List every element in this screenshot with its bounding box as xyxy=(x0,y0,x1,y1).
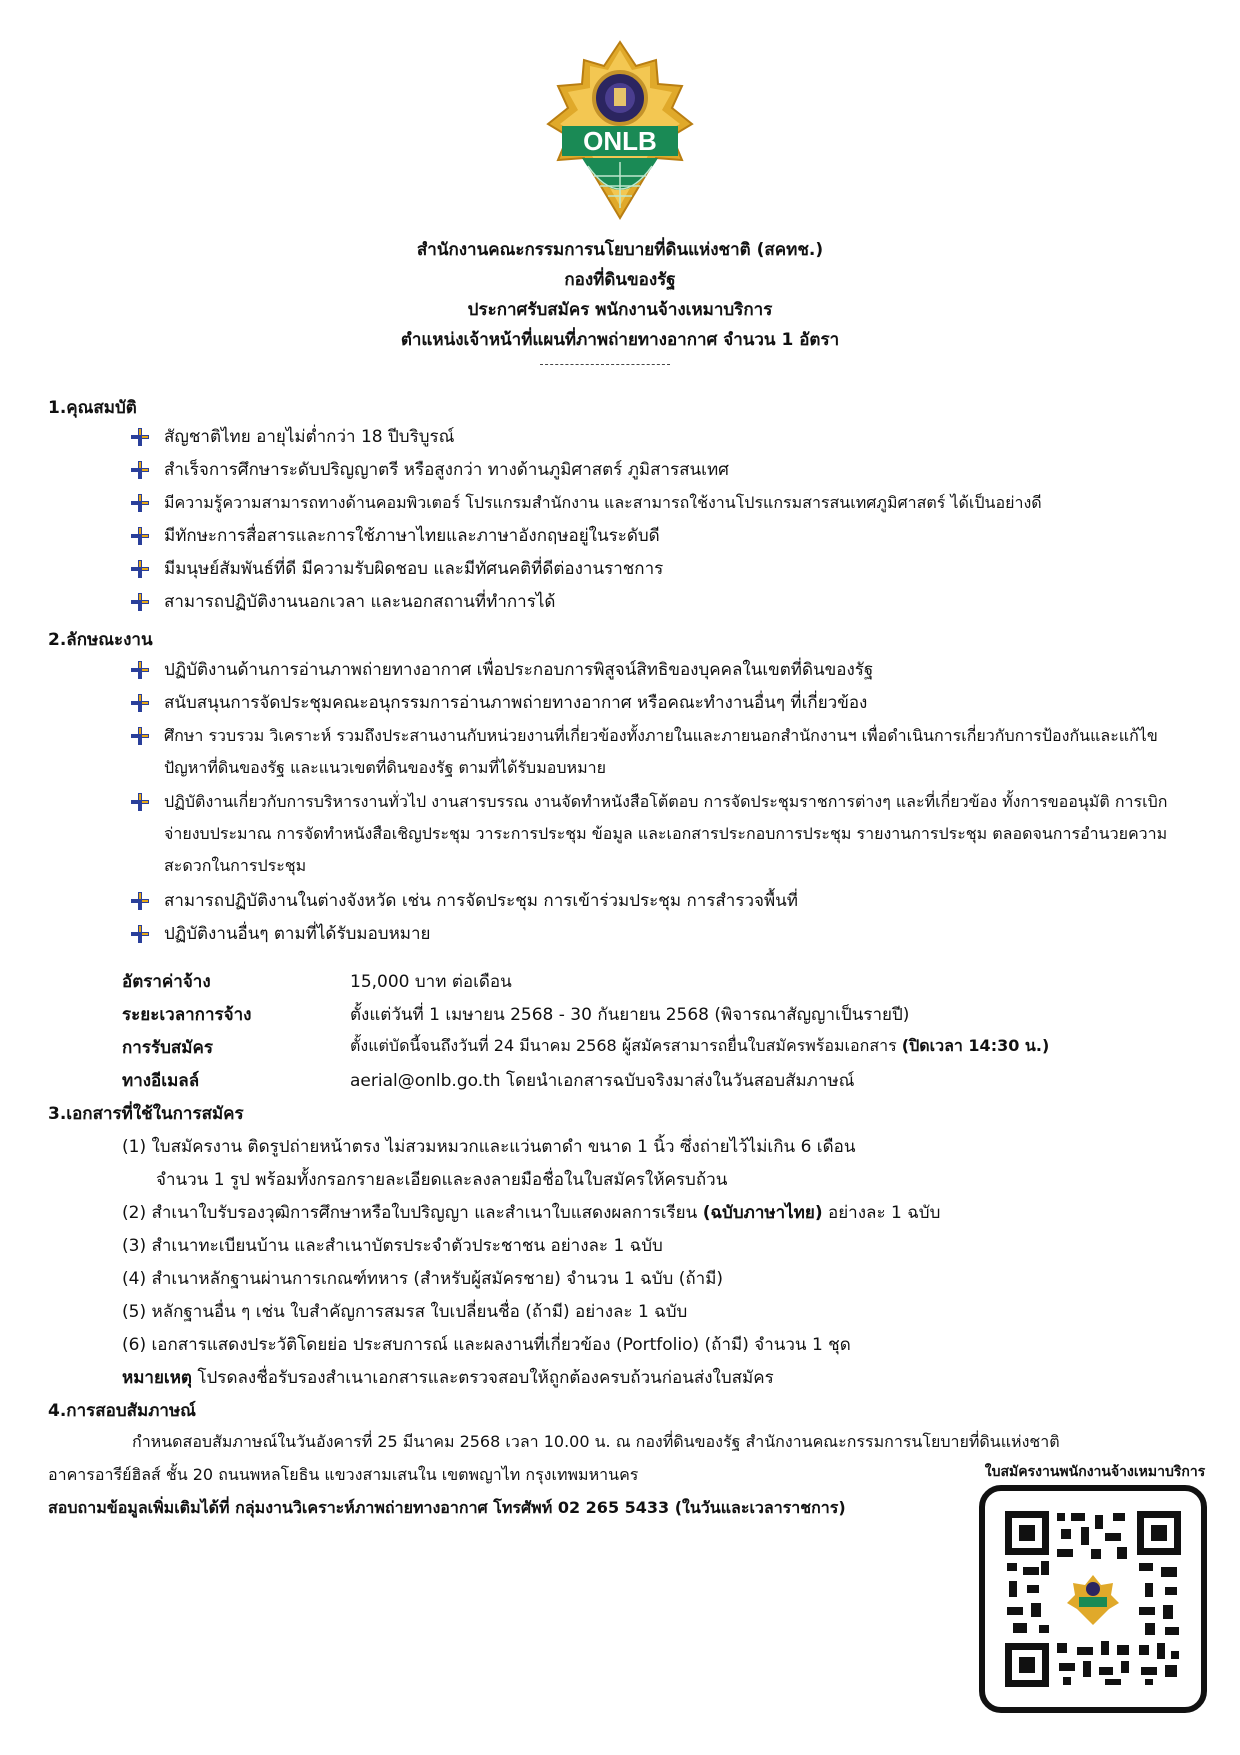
apply-label: การรับสมัคร xyxy=(122,1038,213,1058)
document-item: (3) สำเนาทะเบียนบ้าน และสำเนาบัตรประจำตัวประชาชน อย่างละ 1 ฉบับ xyxy=(122,1236,663,1256)
bullet-arrow-icon xyxy=(130,660,150,680)
note-text: โปรดลงชื่อรับรองสำเนาเอกสารและตรวจสอบให้ถูกต้องครบถ้วนก่อนส่งใบสมัคร xyxy=(191,1368,774,1388)
note-label: หมายเหตุ xyxy=(122,1368,192,1388)
section-interview-title: 4.การสอบสัมภาษณ์ xyxy=(48,1401,196,1421)
qualification-text: มีความรู้ความสามารถทางด้านคอมพิวเตอร์ โปรแกรมสำนักงาน และสามารถใช้งานโปรแกรมสารสนเทศภูมิศาสตร์ ได้เป็นอย่างดี xyxy=(164,493,1042,512)
document-text: (2) สำเนาใบรับรองวุฒิการศึกษาหรือใบปริญญา และสำเนาใบแสดงผลการเรียน xyxy=(122,1203,698,1223)
document-item: (1) ใบสมัครงาน ติดรูปถ่ายหน้าตรง ไม่สวมหมวกและแว่นตาดำ ขนาด 1 นิ้ว ซึ่งถ่ายไว้ไม่เกิน 6 เดือน xyxy=(122,1137,856,1157)
apply-deadline: (ปิดเวลา 14:30 น.) xyxy=(901,1036,1050,1055)
interview-line2: อาคารอารีย์ฮิลส์ ชั้น 20 ถนนพหลโยธิน แขวงสามเสนใน เขตพญาไท กรุงเทพมหานคร xyxy=(48,1465,639,1484)
section-documents-title: 3.เอกสารที่ใช้ในการสมัคร xyxy=(48,1104,244,1124)
interview-line1: กำหนดสอบสัมภาษณ์ในวันอังคารที่ 25 มีนาคม 2568 เวลา 10.00 น. ณ กองที่ดินของรัฐ สำนักงานคณะกรรมการนโยบายที่ดินแห่งชาติ xyxy=(132,1432,1060,1451)
document-emphasis: (ฉบับภาษาไทย) xyxy=(702,1203,823,1223)
onlb-logo xyxy=(532,40,708,222)
qualification-text: สัญชาติไทย อายุไม่ต่ำกว่า 18 ปีบริบูรณ์ xyxy=(164,427,455,447)
header-divider xyxy=(540,364,670,365)
duty-text: ศึกษา รวบรวม วิเคราะห์ รวมถึงประสานงานกับหน่วยงานที่เกี่ยวข้องทั้งภายในและภายนอกสำนักงานฯ เพื่อดำเนินการเกี่ยวกับการป้องกันและแก้ไขปัญหาที่ดินของรัฐ และแนวเขตที่ดินของรัฐ ตามที่ได้รับมอบหมาย xyxy=(164,726,1158,777)
header-office: สำนักงานคณะกรรมการนโยบายที่ดินแห่งชาติ (สคทช.) xyxy=(416,240,824,260)
email-label: ทางอีเมลล์ xyxy=(122,1071,200,1091)
duty-text: ปฏิบัติงานอื่นๆ ตามที่ได้รับมอบหมาย xyxy=(164,924,431,944)
qr-caption: ใบสมัครงานพนักงานจ้างเหมาบริการ xyxy=(984,1464,1206,1480)
bullet-arrow-icon xyxy=(130,559,150,579)
logo-text: ONLB xyxy=(583,126,657,156)
duty-text: ปฏิบัติงานเกี่ยวกับการบริหารงานทั่วไป งานสารบรรณ งานจัดทำหนังสือโต้ตอบ การจัดประชุมราชการต่างๆ และที่เกี่ยวข้อง ทั้งการขออนุมัติ การเบิกจ่ายงบประมาณ การจัดทำหนังสือเชิญประชุม วาระการประชุม ข้อมูล และเอกสารประกอบการประชุม รายงานการประชุม ตลอดจนการอำนวยความสะดวกในการประชุม xyxy=(164,792,1168,875)
duty-text: สามารถปฏิบัติงานในต่างจังหวัด เช่น การจัดประชุม การเข้าร่วมประชุม การสำรวจพื้นที่ xyxy=(164,891,799,911)
section-duties-title: 2.ลักษณะงาน xyxy=(48,630,153,650)
apply-text: ตั้งแต่บัดนี้จนถึงวันที่ 24 มีนาคม 2568 ผู้สมัครสามารถยื่นใบสมัครพร้อมเอกสาร xyxy=(350,1036,897,1055)
application-qr-code[interactable] xyxy=(979,1485,1207,1713)
bullet-arrow-icon xyxy=(130,526,150,546)
bullet-arrow-icon xyxy=(130,693,150,713)
period-label: ระยะเวลาการจ้าง xyxy=(122,1005,252,1025)
contact-info: สอบถามข้อมูลเพิ่มเติมได้ที่ กลุ่มงานวิเคราะห์ภาพถ่ายทางอากาศ โทรศัพท์ 02 265 5433 (ในวันและเวลาราชการ) xyxy=(48,1498,846,1517)
bullet-arrow-icon xyxy=(130,460,150,480)
qualification-text: สามารถปฏิบัติงานนอกเวลา และนอกสถานที่ทำการได้ xyxy=(164,592,556,612)
header-position: ตำแหน่งเจ้าหน้าที่แผนที่ภาพถ่ายทางอากาศ จำนวน 1 อัตรา xyxy=(400,330,840,350)
email-value[interactable]: aerial@onlb.go.th โดยนำเอกสารฉบับจริงมาส่งในวันสอบสัมภาษณ์ xyxy=(350,1071,855,1091)
bullet-arrow-icon xyxy=(130,792,150,812)
bullet-arrow-icon xyxy=(130,891,150,911)
bullet-arrow-icon xyxy=(130,726,150,746)
document-item: (5) หลักฐานอื่น ๆ เช่น ใบสำคัญการสมรส ใบเปลี่ยนชื่อ (ถ้ามี) อย่างละ 1 ฉบับ xyxy=(122,1302,688,1322)
document-item xyxy=(122,1199,940,1226)
duty-text: สนับสนุนการจัดประชุมคณะอนุกรรมการอ่านภาพถ่ายทางอากาศ หรือคณะทำงานอื่นๆ ที่เกี่ยวข้อง xyxy=(164,693,868,713)
qualification-text: มีทักษะการสื่อสารและการใช้ภาษาไทยและภาษาอังกฤษอยู่ในระดับดี xyxy=(164,526,660,546)
header-announcement: ประกาศรับสมัคร พนักงานจ้างเหมาบริการ xyxy=(467,300,773,320)
qualification-text: มีมนุษย์สัมพันธ์ที่ดี มีความรับผิดชอบ และมีทัศนคติที่ดีต่องานราชการ xyxy=(164,559,664,579)
period-value: ตั้งแต่วันที่ 1 เมษายน 2568 - 30 กันยายน 2568 (พิจารณาสัญญาเป็นรายปี) xyxy=(350,1005,910,1025)
document-note xyxy=(122,1364,774,1391)
document-text: อย่างละ 1 ฉบับ xyxy=(822,1203,941,1223)
qr-code-icon xyxy=(1005,1511,1181,1687)
qualification-text: สำเร็จการศึกษาระดับปริญญาตรี หรือสูงกว่า ทางด้านภูมิศาสตร์ ภูมิสารสนเทศ xyxy=(164,460,729,480)
apply-value xyxy=(350,1034,1049,1059)
salary-label: อัตราค่าจ้าง xyxy=(122,972,211,992)
document-item-cont: จำนวน 1 รูป พร้อมทั้งกรอกรายละเอียดและลงลายมือชื่อในใบสมัครให้ครบถ้วน xyxy=(156,1170,728,1190)
header-division: กองที่ดินของรัฐ xyxy=(564,270,676,290)
salary-value: 15,000 บาท ต่อเดือน xyxy=(350,972,512,992)
bullet-arrow-icon xyxy=(130,493,150,513)
bullet-arrow-icon xyxy=(130,427,150,447)
section-qualifications-title: 1.คุณสมบัติ xyxy=(48,398,137,418)
duty-text: ปฏิบัติงานด้านการอ่านภาพถ่ายทางอากาศ เพื่อประกอบการพิสูจน์สิทธิของบุคคลในเขตที่ดินของรัฐ xyxy=(164,660,874,680)
bullet-arrow-icon xyxy=(130,924,150,944)
document-item: (6) เอกสารแสดงประวัติโดยย่อ ประสบการณ์ และผลงานที่เกี่ยวข้อง (Portfolio) (ถ้ามี) จำนวน 1 ชุด xyxy=(122,1335,851,1355)
bullet-arrow-icon xyxy=(130,592,150,612)
document-item: (4) สำเนาหลักฐานผ่านการเกณฑ์ทหาร (สำหรับผู้สมัครชาย) จำนวน 1 ฉบับ (ถ้ามี) xyxy=(122,1269,724,1289)
